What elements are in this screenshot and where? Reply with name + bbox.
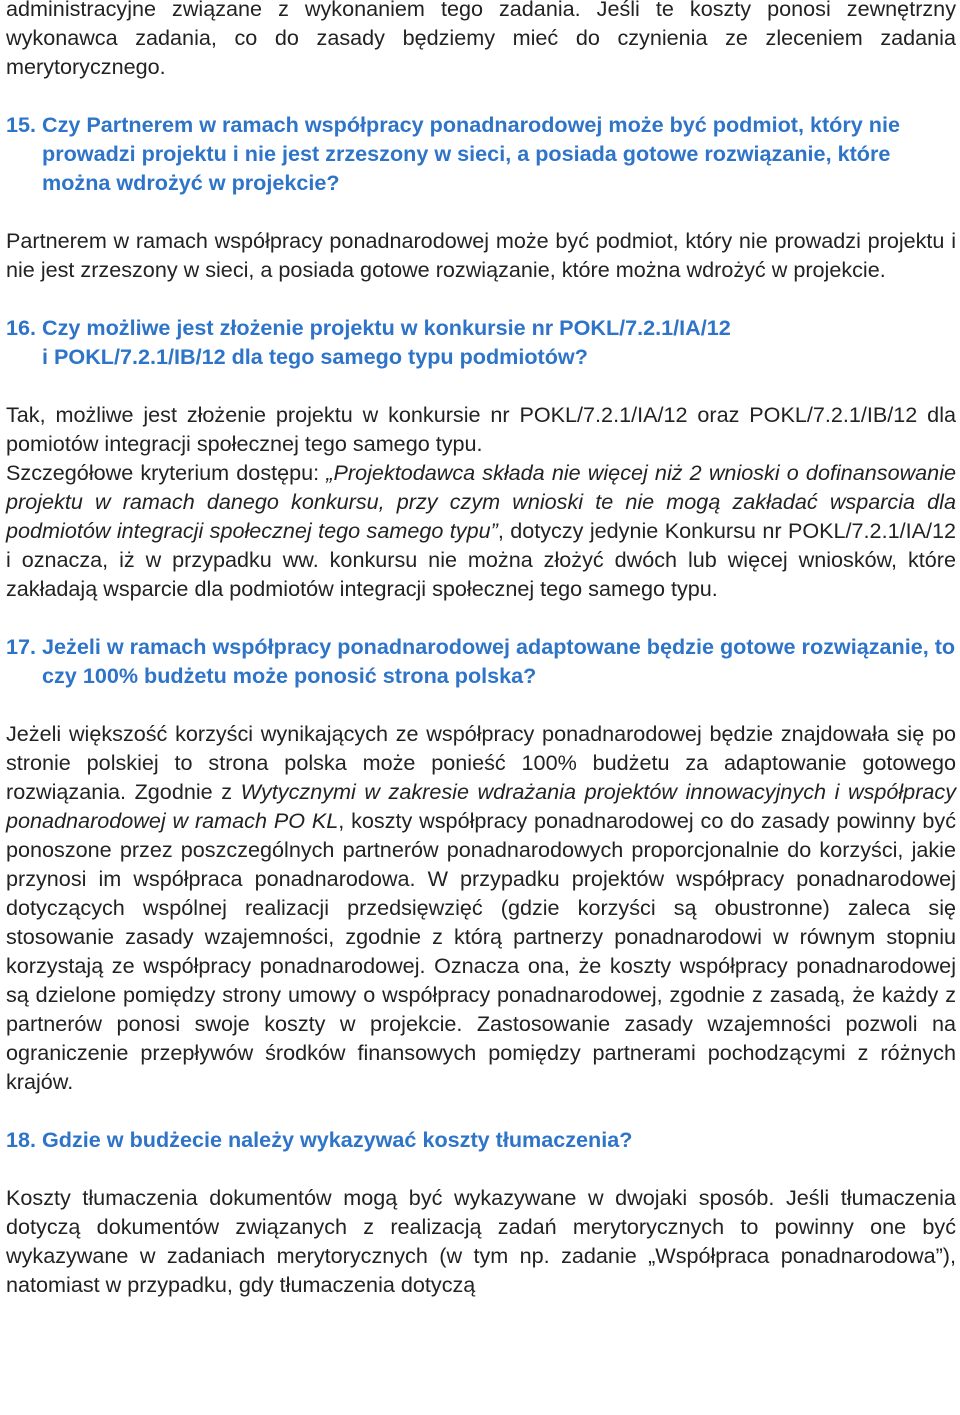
spacer bbox=[6, 81, 956, 110]
answer-text: , koszty współpracy ponadnarodowej co do zasady powinny być ponoszone przez poszczególnych partnerów ponadnarodowych proporcjonalnie do korzyści, jakie przynosi im współpraca ponadnarodowa. W przypadku projektów współpracy ponadnarodowej dotyczących wspólnej realizacji przedsięwzięć (gdzie korzyści są obustronne) zaleca się stosowanie zasady wzajemności, zgodnie z którą partnerzy ponadnarodowi w równym stopniu korzystają ze współpracy ponadnarodowej. Oznacza ona, że koszty współpracy ponadnarodowej są dzielone pomiędzy strony umowy o współpracy ponadnarodowej, zgodnie z zasadą, że każdy z partnerów ponosi swoje koszty w projekcie. Zastosowanie zasady wzajemności pozwoli na ograniczenie przepływów środków finansowych pomiędzy partnerami pochodzącymi z różnych krajów. bbox=[6, 808, 956, 1094]
question-16 bbox=[6, 313, 956, 371]
spacer bbox=[6, 1096, 956, 1125]
question-number: 16. bbox=[6, 315, 37, 340]
spacer bbox=[6, 371, 956, 400]
question-text: Czy Partnerem w ramach współpracy ponadnarodowej może być podmiot, który nie prowadzi projektu i nie jest zrzeszony w sieci, a posiada gotowe rozwiązanie, które można wdrożyć w projekcie? bbox=[42, 112, 900, 195]
question-number: 18. bbox=[6, 1127, 37, 1152]
question-text: Gdzie w budżecie należy wykazywać koszty tłumaczenia? bbox=[42, 1127, 633, 1152]
question-18 bbox=[6, 1125, 956, 1154]
spacer bbox=[6, 690, 956, 719]
question-number: 15. bbox=[6, 112, 37, 137]
answer-16-first: Tak, możliwe jest złożenie projektu w konkursie nr POKL/7.2.1/IA/12 oraz POKL/7.2.1/IB/12 dla pomiotów integracji społecznej tego samego typu. bbox=[6, 402, 956, 456]
spacer bbox=[6, 1154, 956, 1183]
answer-text: , dotyczy jedynie Konkursu nr POKL/7.2.1/IA/12 i oznacza, iż w przypadku ww. konkursu nie można złożyć dwóch lub więcej wniosków, które zakładają wsparcie dla podmiotów integracji społecznej tego samego typu. bbox=[6, 518, 956, 601]
question-text: Jeżeli w ramach współpracy ponadnarodowej adaptowane będzie gotowe rozwiązanie, to czy 100% budżetu może ponosić strona polska? bbox=[42, 634, 956, 688]
answer-16-second bbox=[6, 458, 956, 603]
question-text-line-2: i POKL/7.2.1/IB/12 dla tego samego typu podmiotów? bbox=[42, 344, 588, 369]
answer-text: Jeżeli większość korzyści wynikających ze współpracy ponadnarodowej będzie znajdowała się po stronie polskiej to strona polska może ponieść 100% budżetu za adaptowanie gotowego rozwiązania. Zgodnie z bbox=[6, 721, 956, 804]
spacer bbox=[6, 284, 956, 313]
answer-guidelines-title: Wytycznymi w zakresie wdrażania projektów innowacyjnych i współpracy ponadnarodowej w ramach PO KL bbox=[6, 779, 956, 833]
document-page bbox=[6, 0, 956, 1299]
spacer bbox=[6, 603, 956, 632]
answer-17 bbox=[6, 719, 956, 1096]
answer-18: Koszty tłumaczenia dokumentów mogą być wykazywane w dwojaki sposób. Jeśli tłumaczenia dotyczą dokumentów związanych z realizacją zadań merytorycznych to powinny one być wykazywane w zadaniach merytorycznych (w tym np. zadanie „Współpraca ponadnarodowa”), natomiast w przypadku, gdy tłumaczenia dotyczą bbox=[6, 1185, 956, 1297]
top-paragraph: administracyjne związane z wykonaniem tego zadania. Jeśli te koszty ponosi zewnętrzny wykonawca zadania, co do zasady będziemy mieć do czynienia ze zleceniem zadania merytorycznego. bbox=[6, 0, 956, 79]
question-17 bbox=[6, 632, 956, 690]
answer-quote: „Projektodawca składa nie więcej niż 2 wnioski o dofinansowanie projektu w ramach danego konkursu, przy czym wnioski te nie mogą zakładać wsparcia dla podmiotów integracji społecznej tego samego typu” bbox=[6, 460, 957, 543]
question-number: 17. bbox=[6, 634, 37, 659]
question-15 bbox=[6, 110, 956, 197]
answer-15: Partnerem w ramach współpracy ponadnarodowej może być podmiot, który nie prowadzi projektu i nie jest zrzeszony w sieci, a posiada gotowe rozwiązanie, które można wdrożyć w projekcie. bbox=[6, 228, 956, 282]
question-text-line-1: Czy możliwe jest złożenie projektu w konkursie nr POKL/7.2.1/IA/12 bbox=[42, 315, 731, 340]
answer-text: Szczegółowe kryterium dostępu: bbox=[6, 460, 327, 485]
spacer bbox=[6, 197, 956, 226]
